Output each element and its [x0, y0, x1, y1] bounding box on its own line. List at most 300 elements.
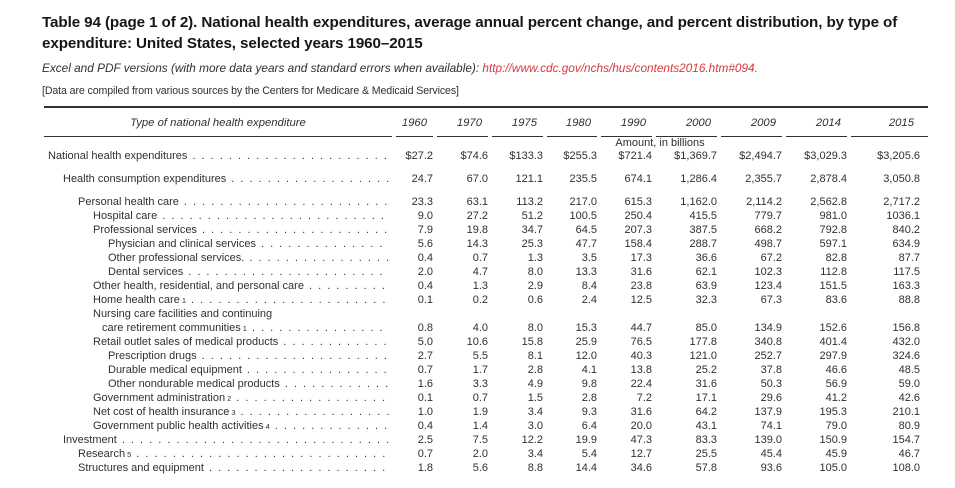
year-column-header: [543, 107, 597, 137]
row-label-cell: [44, 172, 392, 195]
cell-value: 12.5: [630, 294, 652, 306]
cell-value: 1.0: [417, 406, 433, 418]
cell-value: 134.9: [754, 322, 782, 334]
dot-leader: [209, 461, 389, 475]
year-column-header-text: 1960: [396, 108, 433, 137]
cell-value: 7.9: [417, 224, 433, 236]
cell-value: 634.9: [892, 238, 920, 250]
cell-value: 779.7: [754, 210, 782, 222]
row-label: Other professional services.: [108, 252, 245, 264]
cell-value: 47.3: [630, 434, 652, 446]
cell-value: 3.4: [527, 406, 543, 418]
cell-value: 56.9: [825, 378, 847, 390]
cell-value: 2.4: [581, 294, 597, 306]
dot-leader: [188, 265, 389, 279]
dot-leader: [285, 377, 389, 391]
year-column-header: [488, 107, 543, 137]
year-column-header-text: 1990: [601, 108, 652, 137]
table-row: [44, 433, 928, 447]
cell-value: 123.4: [754, 280, 782, 292]
cell-value: 1,162.0: [680, 196, 717, 208]
cell-value: 88.8: [898, 294, 920, 306]
cell-value: 3.3: [472, 378, 488, 390]
table-row: [44, 349, 928, 363]
cell-value: 59.0: [898, 378, 920, 390]
cell-value: 105.0: [819, 462, 847, 474]
row-label-cell: [44, 461, 392, 475]
cell-value: 668.2: [754, 224, 782, 236]
cell-value: 1.6: [417, 378, 433, 390]
cell-value: 3.5: [581, 252, 597, 264]
row-label: Hospital care: [93, 210, 158, 222]
cell-value: $721.4: [618, 150, 652, 162]
label-column-header-text: Type of national health expenditure: [44, 108, 392, 137]
cell-value: 0.6: [527, 294, 543, 306]
row-label-cell: [44, 209, 392, 223]
table-row: [44, 172, 928, 195]
row-label-cell: [44, 195, 392, 209]
cell-value: 44.7: [630, 322, 652, 334]
table-row: [44, 419, 928, 433]
row-label: Nursing care facilities and continuing: [93, 308, 273, 320]
dot-leader: [191, 293, 389, 307]
row-label: Health consumption expenditures: [63, 173, 227, 185]
cell-value: 12.7: [630, 448, 652, 460]
cell-value: 31.6: [630, 266, 652, 278]
cell-value: 19.8: [466, 224, 488, 236]
cell-value: 64.2: [695, 406, 717, 418]
cell-value: 57.8: [695, 462, 717, 474]
table-row: [44, 279, 928, 293]
dot-leader: [202, 223, 389, 237]
cell-value: 25.5: [695, 448, 717, 460]
cell-value: 0.8: [417, 322, 433, 334]
cell-value: 51.2: [521, 210, 543, 222]
year-column-header-text: 2015: [851, 108, 928, 137]
table-row: [44, 223, 928, 237]
cell-value: 0.4: [417, 280, 433, 292]
cell-value: 5.5: [472, 350, 488, 362]
cell-value: 1.5: [527, 392, 543, 404]
document-header: [0, 0, 955, 97]
cell-value: 48.5: [898, 364, 920, 376]
cell-value: 401.4: [819, 336, 847, 348]
row-label: care retirement communities: [102, 322, 241, 334]
cell-value: 12.0: [575, 350, 597, 362]
cell-value: 41.2: [825, 392, 847, 404]
cell-value: 154.7: [892, 434, 920, 446]
row-label: Professional services: [93, 224, 197, 236]
cell-value: 15.8: [521, 336, 543, 348]
cell-value: 23.8: [630, 280, 652, 292]
cell-value: 83.6: [825, 294, 847, 306]
dot-leader: [122, 433, 389, 447]
dot-leader: [202, 349, 389, 363]
cell-value: 2.8: [527, 364, 543, 376]
cell-value: 45.9: [825, 448, 847, 460]
cell-value: 42.6: [898, 392, 920, 404]
cell-value: 113.2: [516, 196, 543, 208]
row-label-cell: [44, 363, 392, 377]
cell-value: 0.7: [472, 252, 488, 264]
cell-value: 45.4: [760, 448, 782, 460]
column-header-row: [44, 107, 928, 137]
dot-leader: [252, 321, 389, 335]
year-column-header-text: 2000: [656, 108, 717, 137]
table-row: [44, 293, 928, 307]
cell-value: 2,717.2: [883, 196, 920, 208]
cell-value: 17.1: [695, 392, 717, 404]
table-row: [44, 251, 928, 265]
cell-value: 252.7: [754, 350, 782, 362]
row-label: Physician and clinical services: [108, 238, 256, 250]
cell-value: 177.8: [689, 336, 717, 348]
cell-value: $255.3: [563, 150, 597, 162]
cell-value: 34.7: [521, 224, 543, 236]
cell-value: 324.6: [892, 350, 920, 362]
cell-value: 1.3: [472, 280, 488, 292]
cell-value: $74.6: [460, 150, 488, 162]
table-row: [44, 447, 928, 461]
cell-value: 0.1: [417, 294, 433, 306]
cell-value: 151.5: [819, 280, 847, 292]
cell-value: 12.2: [521, 434, 543, 446]
table-row: [44, 265, 928, 279]
cell-value: 5.0: [417, 336, 433, 348]
cell-value: 43.1: [695, 420, 717, 432]
versions-note-text: Excel and PDF versions (with more data years and standard errors when available):: [42, 61, 483, 75]
cell-value: 7.2: [636, 392, 652, 404]
cell-value: 15.3: [575, 322, 597, 334]
year-column-header: [652, 107, 717, 137]
cell-value: 7.5: [472, 434, 488, 446]
cell-value: 117.5: [893, 266, 920, 278]
unit-header-row: [44, 137, 928, 149]
cell-value: $27.2: [405, 150, 433, 162]
cell-value: 67.0: [466, 173, 488, 185]
cell-value: 1.7: [472, 364, 488, 376]
dot-leader: [241, 405, 389, 419]
table-title: [42, 12, 935, 54]
cell-value: 27.2: [466, 210, 488, 222]
cell-value: 3.4: [527, 448, 543, 460]
cell-value: 1.4: [472, 420, 488, 432]
cell-value: 108.0: [892, 462, 920, 474]
unit-header-spacer: [44, 137, 392, 149]
cell-value: 9.8: [581, 378, 597, 390]
cell-value: 8.1: [527, 350, 543, 362]
cell-value: 50.3: [760, 378, 782, 390]
table-row: [44, 209, 928, 223]
dot-leader: [231, 172, 389, 186]
cell-value: 415.5: [689, 210, 717, 222]
dot-leader: [162, 209, 389, 223]
table-row: [44, 237, 928, 251]
cell-value: 6.4: [581, 420, 597, 432]
cell-value: 63.1: [466, 196, 488, 208]
cell-value: 32.3: [695, 294, 717, 306]
dot-leader: [283, 335, 389, 349]
cell-value: 100.5: [569, 210, 597, 222]
row-label-cell: [44, 335, 392, 349]
versions-note: [42, 61, 935, 75]
row-label-cell: [44, 349, 392, 363]
cell-value: 0.7: [417, 364, 433, 376]
cell-value: 17.3: [630, 252, 652, 264]
cell-value: 210.1: [892, 406, 920, 418]
cell-value: 2.9: [527, 280, 543, 292]
cell-value: 14.3: [466, 238, 488, 250]
year-column-header: [717, 107, 782, 137]
year-column-header: [392, 107, 433, 137]
row-label: Prescription drugs: [108, 350, 197, 362]
cell-value: 20.0: [630, 420, 652, 432]
dot-leader: [184, 195, 389, 209]
row-label-cell: Home health care 1 . . .: [44, 293, 392, 307]
cell-value: 0.1: [417, 392, 433, 404]
label-column-header: [44, 107, 392, 137]
cell-value: 158.4: [624, 238, 652, 250]
cell-value: 1036.1: [886, 210, 920, 222]
cell-value: 4.0: [472, 322, 488, 334]
year-column-header: [782, 107, 847, 137]
table-row: [44, 461, 928, 475]
cell-value: 19.9: [575, 434, 597, 446]
cell-value: 10.6: [466, 336, 488, 348]
row-label: Home health care: [93, 294, 180, 306]
dot-leader: [236, 391, 389, 405]
cell-value: 62.1: [695, 266, 717, 278]
cell-value: 34.6: [630, 462, 652, 474]
cell-value: $2,494.7: [739, 150, 782, 162]
cell-value: $3,029.3: [804, 150, 847, 162]
expenditure-table: [44, 106, 928, 475]
cell-value: 102.3: [754, 266, 782, 278]
cell-value: 31.6: [630, 406, 652, 418]
cell-value: 74.1: [760, 420, 782, 432]
table-row: [44, 307, 928, 335]
cell-value: 981.0: [819, 210, 847, 222]
dot-leader: [275, 419, 389, 433]
cell-value: 840.2: [892, 224, 920, 236]
cell-value: 4.9: [527, 378, 543, 390]
cell-value: 8.0: [527, 322, 543, 334]
cell-value: 40.3: [630, 350, 652, 362]
cell-value: 83.3: [695, 434, 717, 446]
cell-value: 47.7: [575, 238, 597, 250]
dot-leader: [249, 251, 389, 265]
cell-value: $3,205.6: [877, 150, 920, 162]
cell-value: 25.2: [695, 364, 717, 376]
cell-value: 792.8: [819, 224, 847, 236]
cell-value: 0.4: [417, 420, 433, 432]
cell-value: 64.5: [575, 224, 597, 236]
cell-value: 85.0: [695, 322, 717, 334]
row-label: Government public health activities: [93, 420, 264, 432]
cell-value: 2.8: [581, 392, 597, 404]
row-label-cell: [44, 377, 392, 391]
cell-value: 250.4: [624, 210, 652, 222]
table-row: [44, 195, 928, 209]
cell-value: 46.7: [898, 448, 920, 460]
cell-value: 31.6: [695, 378, 717, 390]
row-label: Investment: [63, 434, 117, 446]
cell-value: 67.2: [760, 252, 782, 264]
cell-value: 8.0: [527, 266, 543, 278]
table-row: [44, 405, 928, 419]
cell-value: 235.5: [569, 173, 597, 185]
dot-leader: [192, 149, 389, 163]
row-label-cell: Nursing care facilities and continuing care retirement communities 1 . . .: [44, 307, 392, 335]
cell-value: 0.7: [472, 392, 488, 404]
cell-value: $133.3: [509, 150, 543, 162]
cell-value: 87.7: [898, 252, 920, 264]
cell-value: 3,050.8: [883, 173, 920, 185]
table-row: [44, 149, 928, 172]
cell-value: 5.6: [472, 462, 488, 474]
row-label-cell: [44, 149, 392, 172]
cell-value: 674.1: [624, 173, 652, 185]
dot-leader: [261, 237, 389, 251]
cell-value: 14.4: [575, 462, 597, 474]
cell-value: 121.0: [689, 350, 717, 362]
year-column-header: [847, 107, 928, 137]
dot-leader: [247, 363, 389, 377]
cell-value: 79.0: [825, 420, 847, 432]
table-body: [44, 149, 928, 475]
cell-value: 80.9: [898, 420, 920, 432]
year-column-header-text: 1970: [437, 108, 488, 137]
cell-value: 13.3: [575, 266, 597, 278]
cell-value: 432.0: [892, 336, 920, 348]
cell-value: 8.8: [527, 462, 543, 474]
cell-value: $1,369.7: [674, 150, 717, 162]
cell-value: 24.7: [411, 173, 433, 185]
cell-value: 82.8: [825, 252, 847, 264]
cell-value: 8.4: [581, 280, 597, 292]
row-label-cell: [44, 279, 392, 293]
cell-value: 9.3: [581, 406, 597, 418]
table-row: [44, 335, 928, 349]
versions-link[interactable]: http://www.cdc.gov/nchs/hus/contents2016.htm#094.: [482, 61, 758, 75]
cell-value: 1.9: [472, 406, 488, 418]
cell-value: 340.8: [754, 336, 782, 348]
cell-value: 597.1: [819, 238, 847, 250]
cell-value: 152.6: [819, 322, 847, 334]
row-label-cell: [44, 251, 392, 265]
row-label: National health expenditures: [48, 150, 188, 162]
year-column-header-text: 2009: [721, 108, 782, 137]
cell-value: 1.8: [417, 462, 433, 474]
cell-value: 4.1: [581, 364, 597, 376]
cell-value: 150.9: [819, 434, 847, 446]
cell-value: 217.0: [569, 196, 597, 208]
row-label-cell: Government public health activities 4 . . .: [44, 419, 392, 433]
cell-value: 297.9: [819, 350, 847, 362]
cell-value: 2,878.4: [810, 173, 847, 185]
cell-value: 112.8: [820, 266, 847, 278]
cell-value: 195.3: [819, 406, 847, 418]
cell-value: 387.5: [689, 224, 717, 236]
cell-value: 3.0: [527, 420, 543, 432]
cell-value: 37.8: [760, 364, 782, 376]
cell-value: 22.4: [630, 378, 652, 390]
year-column-header: [433, 107, 488, 137]
cell-value: 93.6: [760, 462, 782, 474]
row-label-cell: [44, 223, 392, 237]
cell-value: 1,286.4: [680, 173, 717, 185]
table-title-line2: expenditure: United States, selected years 1960–2015: [42, 35, 423, 52]
cell-value: 137.9: [754, 406, 782, 418]
row-label: Research: [78, 448, 126, 460]
cell-value: 0.4: [417, 252, 433, 264]
cell-value: 2.7: [417, 350, 433, 362]
cell-value: 63.9: [695, 280, 717, 292]
cell-value: 615.3: [624, 196, 652, 208]
cell-value: 1.3: [527, 252, 543, 264]
cell-value: 121.1: [515, 173, 543, 185]
cell-value: 2.0: [417, 266, 433, 278]
row-label: Government administration: [93, 392, 226, 404]
cell-value: 13.8: [630, 364, 652, 376]
year-column-header-text: 2014: [786, 108, 847, 137]
row-label: Personal health care: [78, 196, 179, 208]
cell-value: 0.2: [472, 294, 488, 306]
year-column-header-text: 1980: [547, 108, 597, 137]
table-row: [44, 391, 928, 405]
row-label-cell: [44, 237, 392, 251]
cell-value: 498.7: [754, 238, 782, 250]
cell-value: 2,114.2: [746, 196, 782, 208]
table-row: [44, 377, 928, 391]
row-label: Dental services: [108, 266, 184, 278]
row-label-cell: [44, 265, 392, 279]
dot-leader: [309, 279, 389, 293]
cell-value: 9.0: [417, 210, 433, 222]
cell-value: 36.6: [695, 252, 717, 264]
row-label: Net cost of health insurance: [93, 406, 230, 418]
cell-value: 29.6: [760, 392, 782, 404]
cell-value: 46.6: [825, 364, 847, 376]
dot-leader: [136, 447, 389, 461]
row-label-cell: [44, 433, 392, 447]
cell-value: 67.3: [760, 294, 782, 306]
row-label: Durable medical equipment: [108, 364, 242, 376]
row-label-cell: Government administration 2 . . .: [44, 391, 392, 405]
cell-value: 2,562.8: [810, 196, 847, 208]
row-label-cell: Research 5 . . .: [44, 447, 392, 461]
year-column-header: [597, 107, 652, 137]
cell-value: 5.6: [417, 238, 433, 250]
cell-value: 25.9: [575, 336, 597, 348]
row-label: Other nondurable medical products: [108, 378, 280, 390]
cell-value: 2,355.7: [745, 173, 782, 185]
row-label-cell: Net cost of health insurance 3 . . .: [44, 405, 392, 419]
row-label: Structures and equipment: [78, 462, 204, 474]
cell-value: 0.7: [417, 448, 433, 460]
cell-value: 2.5: [417, 434, 433, 446]
cell-value: 139.0: [754, 434, 782, 446]
cell-value: 5.4: [581, 448, 597, 460]
cell-value: 288.7: [689, 238, 717, 250]
cell-value: 25.3: [521, 238, 543, 250]
cell-value: 4.7: [472, 266, 488, 278]
cell-value: 23.3: [411, 196, 433, 208]
table-row: [44, 363, 928, 377]
cell-value: 76.5: [630, 336, 652, 348]
row-label: Retail outlet sales of medical products: [93, 336, 279, 348]
source-note: [Data are compiled from various sources by the Centers for Medicare & Medicaid Services]: [42, 85, 459, 97]
